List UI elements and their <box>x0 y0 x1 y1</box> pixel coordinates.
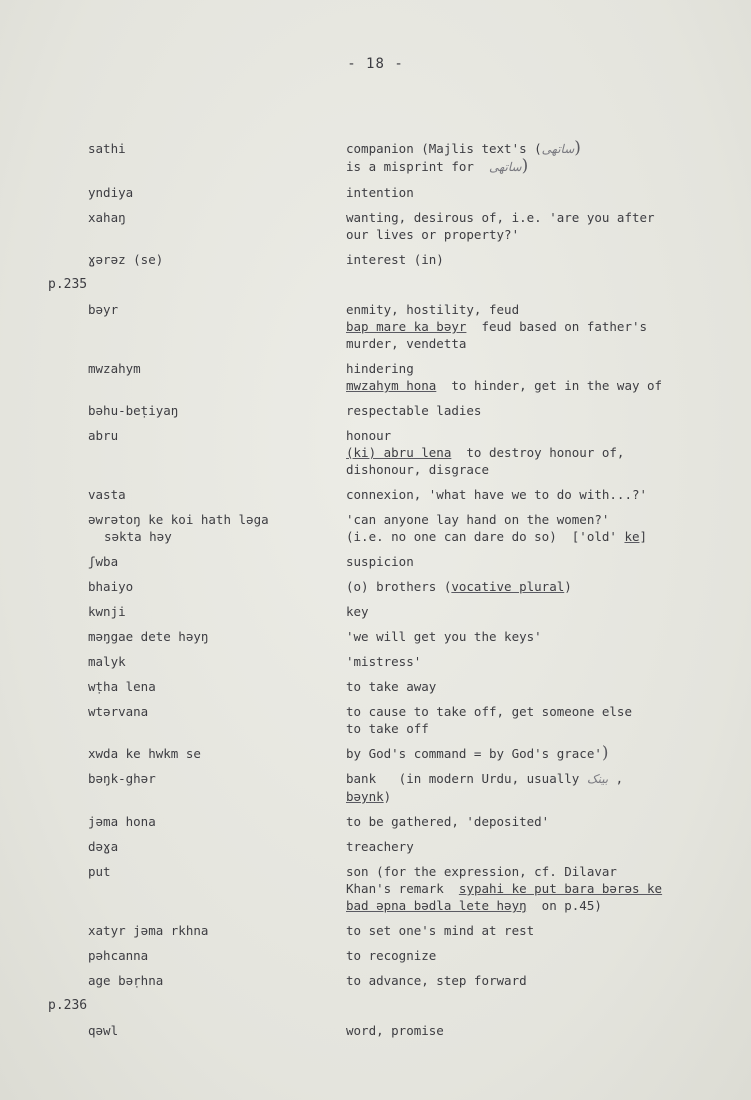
entry-term: kwnji <box>88 604 126 619</box>
glossary-entry <box>0 603 751 628</box>
glossary-entry <box>0 813 751 838</box>
entry-term: wtərvana <box>88 704 149 719</box>
entry-gloss: companion (Majlis text's (ساتھی) is a misprint for ساتھی) <box>346 138 581 176</box>
entry-gloss: to advance, step forward <box>346 973 527 988</box>
entry-term: ʃwba <box>88 554 119 569</box>
entry-term: ɣərəz (se) <box>88 252 164 267</box>
page-reference: p.236 <box>48 998 88 1013</box>
glossary-entry <box>0 251 751 276</box>
entry-gloss: bank (in modern Urdu, usually بینک , bəynk) <box>346 771 624 804</box>
glossary-entry <box>0 972 751 997</box>
entry-term: xahaŋ <box>88 210 126 225</box>
entry-gloss: interest (in) <box>346 252 444 267</box>
entry-term: mwzahym <box>88 361 141 376</box>
handwritten-urdu: ساتھی <box>541 142 575 156</box>
entry-term: bəŋk-ghər <box>88 771 156 786</box>
handwritten-urdu: ساتھی <box>489 160 522 174</box>
glossary-entry <box>0 922 751 947</box>
entry-term: vasta <box>88 487 126 502</box>
underlined-phrase: ke <box>624 529 640 544</box>
entry-term: sathi <box>88 141 126 156</box>
entry-gloss: by God's command = by God's grace') <box>346 743 609 763</box>
entry-term: wṭha lena <box>88 679 156 694</box>
entry-gloss: word, promise <box>346 1023 444 1038</box>
entry-gloss: 'we will get you the keys' <box>346 629 542 644</box>
glossary-entry <box>0 947 751 972</box>
entry-gloss: honour (ki) abru lena to destroy honour of, dishonour, disgrace <box>346 428 625 477</box>
underlined-phrase: bap mare ka bəyr <box>346 319 467 334</box>
glossary-entry <box>0 360 751 402</box>
handwritten-urdu: بینک <box>586 772 609 786</box>
entry-gloss: respectable ladies <box>346 403 482 418</box>
glossary-entry <box>0 770 751 813</box>
entry-term: age bəṛhna <box>88 973 164 988</box>
glossary-list <box>0 140 751 1047</box>
glossary-entry <box>0 427 751 486</box>
glossary-entry <box>0 653 751 678</box>
entry-gloss: son (for the expression, cf. Dilavar Khan's remark sypahi ke put bara bərəs ke bad əpna bədla lete həyŋ on p.45) <box>346 864 663 913</box>
entry-gloss: intention <box>346 185 414 200</box>
entry-term: qəwl <box>88 1023 119 1038</box>
entry-gloss: suspicion <box>346 554 414 569</box>
glossary-entry <box>0 301 751 360</box>
glossary-entry <box>0 1022 751 1047</box>
underlined-phrase: sypahi ke put bara bərəs ke <box>458 881 663 896</box>
entry-gloss: to set one's mind at rest <box>346 923 535 938</box>
entry-term: bəhu-beṭiyaŋ <box>88 403 179 418</box>
glossary-entry <box>0 678 751 703</box>
entry-gloss: to recognize <box>346 948 437 963</box>
entry-gloss: 'mistress' <box>346 654 422 669</box>
glossary-entry <box>0 184 751 209</box>
entry-gloss: treachery <box>346 839 414 854</box>
entry-term: əwrətoŋ ke koi hath ləga səkta həy <box>88 512 269 544</box>
entry-gloss: key <box>346 604 369 619</box>
entry-term: bəyr <box>88 302 119 317</box>
entry-term: put <box>88 864 111 879</box>
underlined-phrase: bəynk <box>346 789 384 804</box>
glossary-entry <box>0 745 751 770</box>
glossary-entry <box>0 486 751 511</box>
entry-term: məŋgae dete həyŋ <box>88 629 209 644</box>
entry-gloss: wanting, desirous of, i.e. 'are you after our lives or property?' <box>346 210 655 242</box>
glossary-entry <box>0 140 751 184</box>
entry-gloss: hindering mwzahym hona to hinder, get in the way of <box>346 361 663 393</box>
glossary-entry <box>0 838 751 863</box>
entry-term: abru <box>88 428 119 443</box>
entry-gloss: to take away <box>346 679 437 694</box>
entry-term: bhaiyo <box>88 579 134 594</box>
entry-term: jəma hona <box>88 814 156 829</box>
entry-term: pəhcanna <box>88 948 149 963</box>
entry-gloss: enmity, hostility, feud bap mare ka bəyr feud based on father's murder, vendetta <box>346 302 648 351</box>
underlined-phrase: (ki) abru lena <box>346 445 452 460</box>
entry-term: xwda ke hwkm se <box>88 746 201 761</box>
glossary-entry <box>0 511 751 553</box>
glossary-entry <box>0 628 751 653</box>
underlined-phrase: mwzahym hona <box>346 378 437 393</box>
glossary-entry <box>0 402 751 427</box>
page-number: - 18 - <box>347 56 404 72</box>
page-reference: p.235 <box>48 277 88 292</box>
entry-gloss: 'can anyone lay hand on the women?' (i.e. no one can dare do so) ['old' ke] <box>346 512 648 544</box>
underlined-phrase: bad əpna bədla lete həyŋ <box>346 898 527 913</box>
entry-gloss: (o) brothers (vocative plural) <box>346 579 572 594</box>
entry-gloss: connexion, 'what have we to do with...?' <box>346 487 648 502</box>
entry-gloss: to be gathered, 'deposited' <box>346 814 550 829</box>
glossary-entry <box>0 863 751 922</box>
entry-term: malyk <box>88 654 126 669</box>
underlined-phrase: vocative plural <box>451 579 565 594</box>
entry-term: yndiya <box>88 185 134 200</box>
glossary-entry <box>0 578 751 603</box>
entry-term: dəɣa <box>88 839 119 854</box>
glossary-entry <box>0 553 751 578</box>
glossary-entry <box>0 209 751 251</box>
entry-term: xatyr jəma rkhna <box>88 923 209 938</box>
glossary-entry <box>0 703 751 745</box>
entry-gloss: to cause to take off, get someone else to take off <box>346 704 632 736</box>
